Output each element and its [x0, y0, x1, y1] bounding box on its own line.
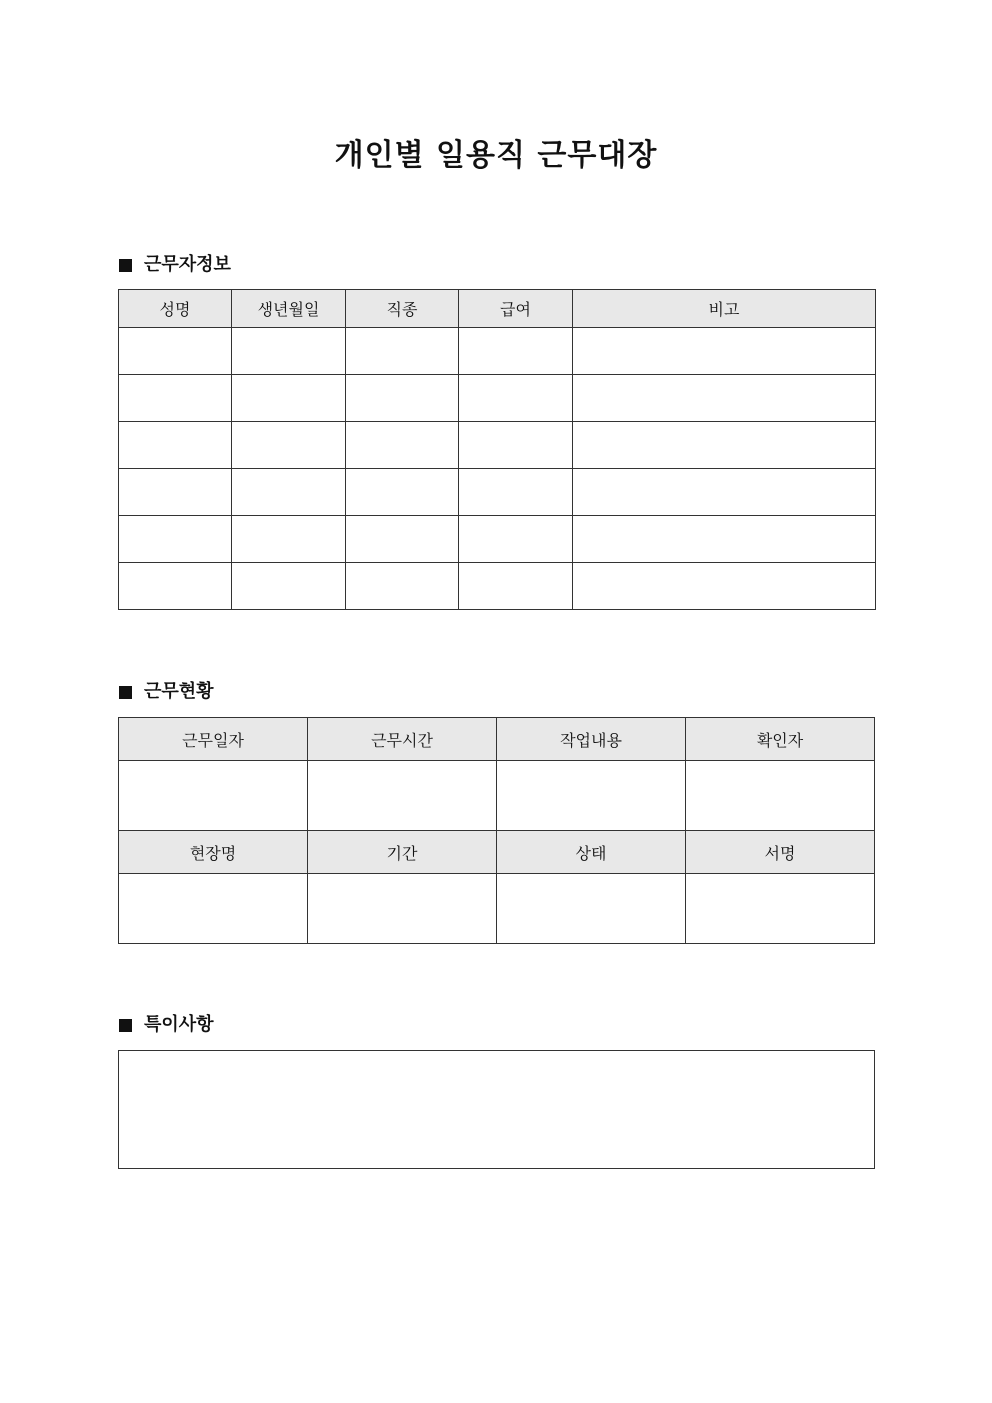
- table-cell[interactable]: [232, 563, 346, 610]
- table-cell[interactable]: [119, 375, 232, 422]
- table-cell[interactable]: [459, 328, 573, 375]
- table-cell[interactable]: [119, 563, 232, 610]
- table-cell[interactable]: [308, 874, 497, 944]
- table-cell[interactable]: [119, 761, 308, 831]
- table-row: [119, 422, 876, 469]
- worker-info-heading-label: 근무자정보: [144, 254, 231, 275]
- column-header-name: 성명: [119, 290, 232, 328]
- table-row: [119, 563, 876, 610]
- column-header-remarks: 비고: [573, 290, 876, 328]
- work-status-table: [118, 717, 875, 944]
- table-cell[interactable]: [119, 328, 232, 375]
- table-cell[interactable]: [119, 516, 232, 563]
- column-header-job-type: 직종: [346, 290, 459, 328]
- remarks-box[interactable]: [118, 1050, 875, 1169]
- table-cell[interactable]: [573, 469, 876, 516]
- square-bullet-icon: [119, 1019, 132, 1032]
- table-cell[interactable]: [686, 761, 875, 831]
- table-cell[interactable]: [346, 516, 459, 563]
- table-row: [119, 874, 875, 944]
- table-cell[interactable]: [459, 563, 573, 610]
- column-header-birthdate: 생년월일: [232, 290, 346, 328]
- table-cell[interactable]: [119, 469, 232, 516]
- work-status-heading: [119, 680, 214, 704]
- column-header-signature: 서명: [686, 831, 875, 874]
- table-cell[interactable]: [573, 563, 876, 610]
- worker-info-table: [118, 289, 876, 610]
- remarks-heading: [119, 1013, 214, 1037]
- table-cell[interactable]: [308, 761, 497, 831]
- column-header-task: 작업내용: [497, 718, 686, 761]
- work-status-header-row: [119, 718, 875, 761]
- table-row: [119, 761, 875, 831]
- table-cell[interactable]: [119, 874, 308, 944]
- table-cell[interactable]: [232, 328, 346, 375]
- table-cell[interactable]: [232, 375, 346, 422]
- table-cell[interactable]: [346, 328, 459, 375]
- table-cell[interactable]: [346, 375, 459, 422]
- table-cell[interactable]: [459, 516, 573, 563]
- table-cell[interactable]: [232, 422, 346, 469]
- table-row: [119, 328, 876, 375]
- table-cell[interactable]: [119, 422, 232, 469]
- table-cell[interactable]: [232, 516, 346, 563]
- column-header-period: 기간: [308, 831, 497, 874]
- table-cell[interactable]: [459, 422, 573, 469]
- column-header-salary: 급여: [459, 290, 573, 328]
- table-cell[interactable]: [573, 422, 876, 469]
- worker-info-heading: [119, 253, 231, 277]
- column-header-work-date: 근무일자: [119, 718, 308, 761]
- table-cell[interactable]: [573, 375, 876, 422]
- table-cell[interactable]: [573, 516, 876, 563]
- column-header-confirmer: 확인자: [686, 718, 875, 761]
- page-title: 개인별 일용직 근무대장: [334, 138, 658, 173]
- table-row: [119, 516, 876, 563]
- table-cell[interactable]: [497, 874, 686, 944]
- table-cell[interactable]: [459, 375, 573, 422]
- table-cell[interactable]: [346, 469, 459, 516]
- worker-info-header-row: [119, 290, 876, 328]
- square-bullet-icon: [119, 259, 132, 272]
- table-cell[interactable]: [459, 469, 573, 516]
- work-status-heading-label: 근무현황: [144, 681, 214, 702]
- column-header-status: 상태: [497, 831, 686, 874]
- table-cell[interactable]: [497, 761, 686, 831]
- table-cell[interactable]: [346, 422, 459, 469]
- work-status-header-row: [119, 831, 875, 874]
- table-row: [119, 469, 876, 516]
- table-cell[interactable]: [573, 328, 876, 375]
- table-cell[interactable]: [686, 874, 875, 944]
- table-cell[interactable]: [346, 563, 459, 610]
- column-header-work-hours: 근무시간: [308, 718, 497, 761]
- column-header-site-name: 현장명: [119, 831, 308, 874]
- square-bullet-icon: [119, 686, 132, 699]
- remarks-heading-label: 특이사항: [144, 1014, 214, 1035]
- table-cell[interactable]: [232, 469, 346, 516]
- table-row: [119, 375, 876, 422]
